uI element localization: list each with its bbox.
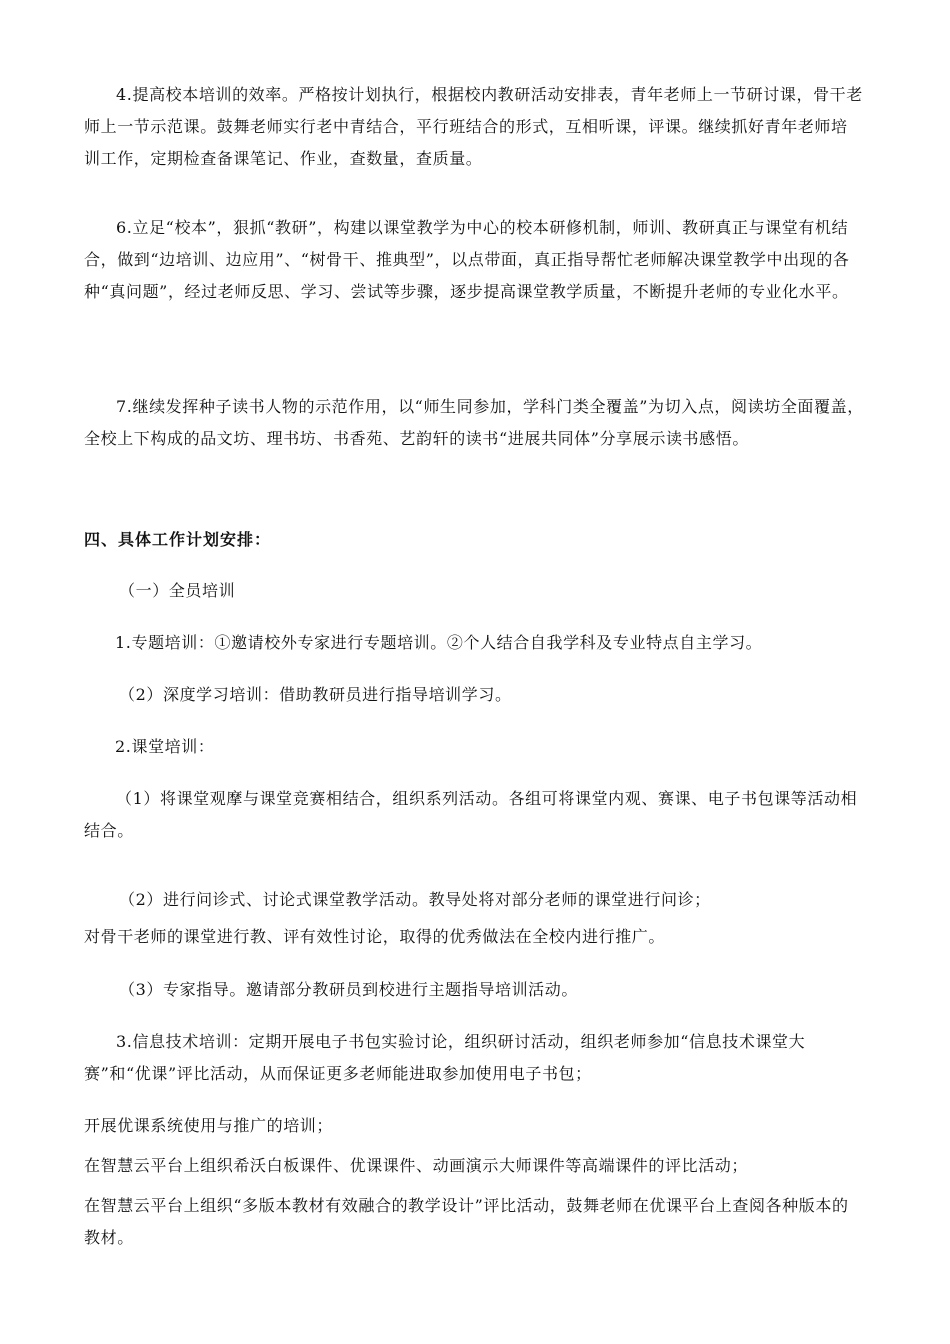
paragraph-7: 7.继续发挥种子读书人物的示范作用，以“师生同参加，学科门类全覆盖”为切入点，阅读坊全面覆盖，全校上下构成的品文坊、理书坊、书香苑、艺韵轩的读书“进展共同体”分享展示读书感悟。 [84,397,864,448]
item-2: 2.课堂培训： [115,737,215,756]
section-heading: 四、具体工作计划安排： [84,530,272,549]
sub-heading: （一）全员培训 [119,581,236,600]
item-3-line3: 在智慧云平台上组织希沃白板课件、优课课件、动画演示大师课件等高端课件的评比活动； [84,1156,749,1175]
item-2-2-line2: 对骨干老师的课堂进行教、评有效性讨论，取得的优秀做法在全校内进行推广。 [84,927,666,946]
item-2-1: （1）将课堂观摩与课堂竞赛相结合，组织系列活动。各组可将课堂内观、赛课、电子书包课等活动相结合。 [84,789,858,840]
item-3: 3.信息技术培训：定期开展电子书包实验讨论，组织研讨活动，组织老师参加“信息技术课堂大赛”和“优课”评比活动，从而保证更多老师能进取参加使用电子书包； [84,1032,806,1083]
item-3-line4: 在智慧云平台上组织“多版本教材有效融合的教学设计”评比活动，鼓舞老师在优课平台上查阅各种版本的教材。 [84,1196,849,1247]
item-1: 1.专题培训：①邀请校外专家进行专题培训。②个人结合自我学科及专业特点自主学习。 [115,633,763,652]
item-2-3: （3）专家指导。邀请部分教研员到校进行主题指导培训活动。 [119,980,578,999]
item-1-2: （2）深度学习培训：借助教研员进行指导培训学习。 [119,685,512,704]
paragraph-4: 4.提高校本培训的效率。严格按计划执行，根据校内教研活动安排表，青年老师上一节研讨课，骨干老师上一节示范课。鼓舞老师实行老中青结合，平行班结合的形式，互相听课，评课。继续抓好青年老师培训工作，定期检查备课笔记、作业，查数量，查质量。 [84,85,863,168]
item-2-2-line1: （2）进行问诊式、讨论式课堂教学活动。教导处将对部分老师的课堂进行问诊； [119,890,711,909]
paragraph-6: 6.立足“校本”，狠抓“教研”，构建以课堂教学为中心的校本研修机制，师训、教研真正与课堂有机结合，做到“边培训、边应用”、“树骨干、推典型”，以点带面，真正指导帮忙老师解决课堂教学中出现的各种“真问题”，经过老师反思、学习、尝试等步骤，逐步提高课堂教学质量，不断提升老师的专业化水平。 [84,218,850,301]
item-3-line2: 开展优课系统使用与推广的培训； [84,1116,334,1135]
